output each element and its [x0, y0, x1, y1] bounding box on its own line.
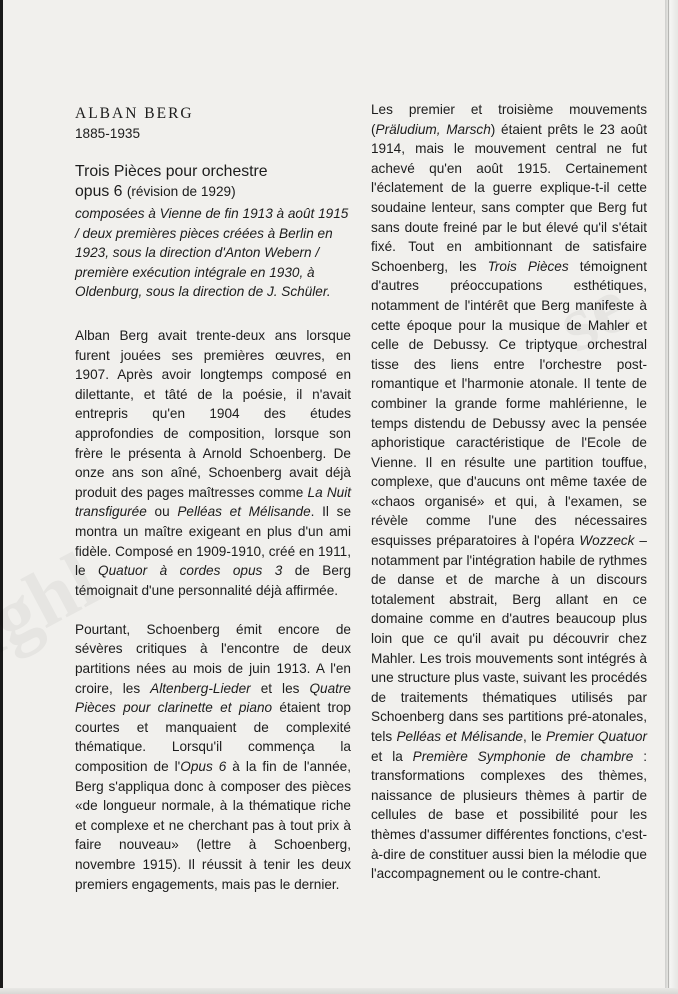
italic-title: Quatuor à cordes opus 3	[98, 563, 283, 579]
italic-title: Première Symphonie de chambre	[412, 748, 634, 764]
text-run: : transformations complexes des thèmes, naissance de plusieurs thèmes à partir de cellules de base et possibilité pour les thèmes d'assumer différentes fonctions, c'est-à-dire de constituer aussi bien la mélodie que l'accompagnement ou le contre-chant.	[371, 748, 647, 882]
text-run: de Berg témoignait d'une personnalité déjà affirmée.	[75, 563, 352, 598]
italic-title: Opus 6	[180, 759, 227, 775]
text-run: ou	[146, 504, 178, 520]
paragraph	[75, 326, 351, 600]
italic-title: Altenberg-Lieder	[150, 680, 251, 696]
text-run: , le	[522, 729, 546, 744]
scan-fold-line	[668, 0, 669, 994]
text-run: étaient trop courtes et manquaient de complexité thématique. Lorsqu'il commença la composition de l'	[75, 700, 351, 775]
text-run: ) étaient prêts le 23 août 1914, mais le mouvement central ne fut achevé qu'en août 1915. Certainement l'éclatement de la guerre explique-t-il cette soudaine lenteur, sans compter que Berg fut sans doute freiné par le but élevé qu'il s'était fixé. Tout en ambitionnant de satisfaire Schoenberg, les	[371, 121, 647, 274]
text-run: . Il se montra un maître exigeant en plus d'un ami fidèle. Composé en 1909-1910, créé en 1911, le	[75, 504, 352, 579]
work-title: Trois Pièces pour orchestre	[75, 163, 268, 180]
italic-title: Präludium, Marsch	[375, 121, 491, 137]
composer-dates: 1885-1935	[75, 126, 141, 141]
scan-edge-right	[665, 0, 678, 994]
composition-notes: composées à Vienne de fin 1913 à août 1915 / deux premières pièces créées à Berlin en 1923, sous la direction d'Anton Webern / première exécution intégrale en 1930, à Oldenburg, sous la direction de J. Schüler.	[75, 206, 349, 300]
right-column	[371, 100, 647, 884]
composer-name: ALBAN BERG	[75, 105, 194, 122]
paragraph	[75, 620, 351, 894]
italic-title: Pelléas et Mélisande	[177, 504, 311, 520]
text-run: – notamment par l'intégration habile de rythmes de danse et de marche à un discours totalement abstrait, Berg allant en ce domaine comme en d'autres beaucoup plus loin que ce qu'il avait pu découvrir chez Mahler. Les trois mouvements sont intégrés à une structure plus vaste, suivant les procédés de traitements thématiques utilisés par Schoenberg dans ses partitions pré-atonales, tels	[371, 533, 647, 744]
italic-title: Wozzeck	[579, 533, 635, 549]
italic-title: Pelléas et Mélisande	[396, 729, 523, 744]
italic-title: Trois Pièces	[487, 258, 569, 274]
paragraph	[371, 100, 647, 884]
scan-edge-left	[0, 0, 3, 994]
left-column	[75, 104, 351, 894]
italic-title: Premier Quatuor	[545, 729, 647, 744]
scan-edge-bottom	[0, 988, 678, 994]
text-run: Pourtant, Schoenberg émit encore de sévères critiques à l'encontre de deux partitions nées au mois de juin 1913. A l'en croire, les	[75, 621, 351, 696]
text-run: Alban Berg avait trente-deux ans lorsque furent jouées ses premières œuvres, en 1907. Après avoir longtemps composé en dilettante, et tâté de la poésie, il n'avait entrepris qu'en 1904 des études approfondies de composition, lorsque son frère le présenta à Arnold Schoenberg. De onze ans son aîné, Schoenberg avait déjà produit des pages maîtresses comme	[75, 327, 351, 500]
text-run: et les	[250, 680, 310, 696]
italic-title: Quatre Pièces pour clarinette et piano	[75, 680, 351, 716]
work-opus-line	[75, 182, 351, 202]
italic-title: La Nuit transfigurée	[75, 484, 351, 520]
revision-note: (révision de 1929)	[126, 184, 236, 199]
text-run: Les premier et troisième mouvements (	[371, 102, 647, 137]
opus-number: opus 6	[75, 183, 123, 200]
text-run: témoignent d'autres préoccupations esthétiques, notamment de l'intérêt que Berg manifeste à cette époque pour la musique de Mahler et celle de Debussy. Ce triptyque orchestral tisse des liens entre l'orchestre post-romantique et l'harmonie atonale. Il tente de combiner la grande forme mahlérienne, le temps distendu de Debussy avec la pensée aphoristique caractéristique de l'Ecole de Vienne. Il en résulte une partition touffue, complexe, que d'aucuns ont même taxée de «chaos organisé» et qui, à l'examen, se révèle comme l'une des nécessaires esquisses préparatoires à l'opéra	[371, 258, 647, 549]
text-run: et la	[371, 748, 413, 764]
text-run: à la fin de l'année, Berg s'appliqua donc à composer des pièces «de longueur normale, à la thématique riche et complexe et ne cherchant pas à tout prix à faire nouveau» (lettre à Schoenberg, novembre 1915). Il réussit à tenir les deux premiers engagements, mais pas le dernier.	[75, 759, 352, 892]
